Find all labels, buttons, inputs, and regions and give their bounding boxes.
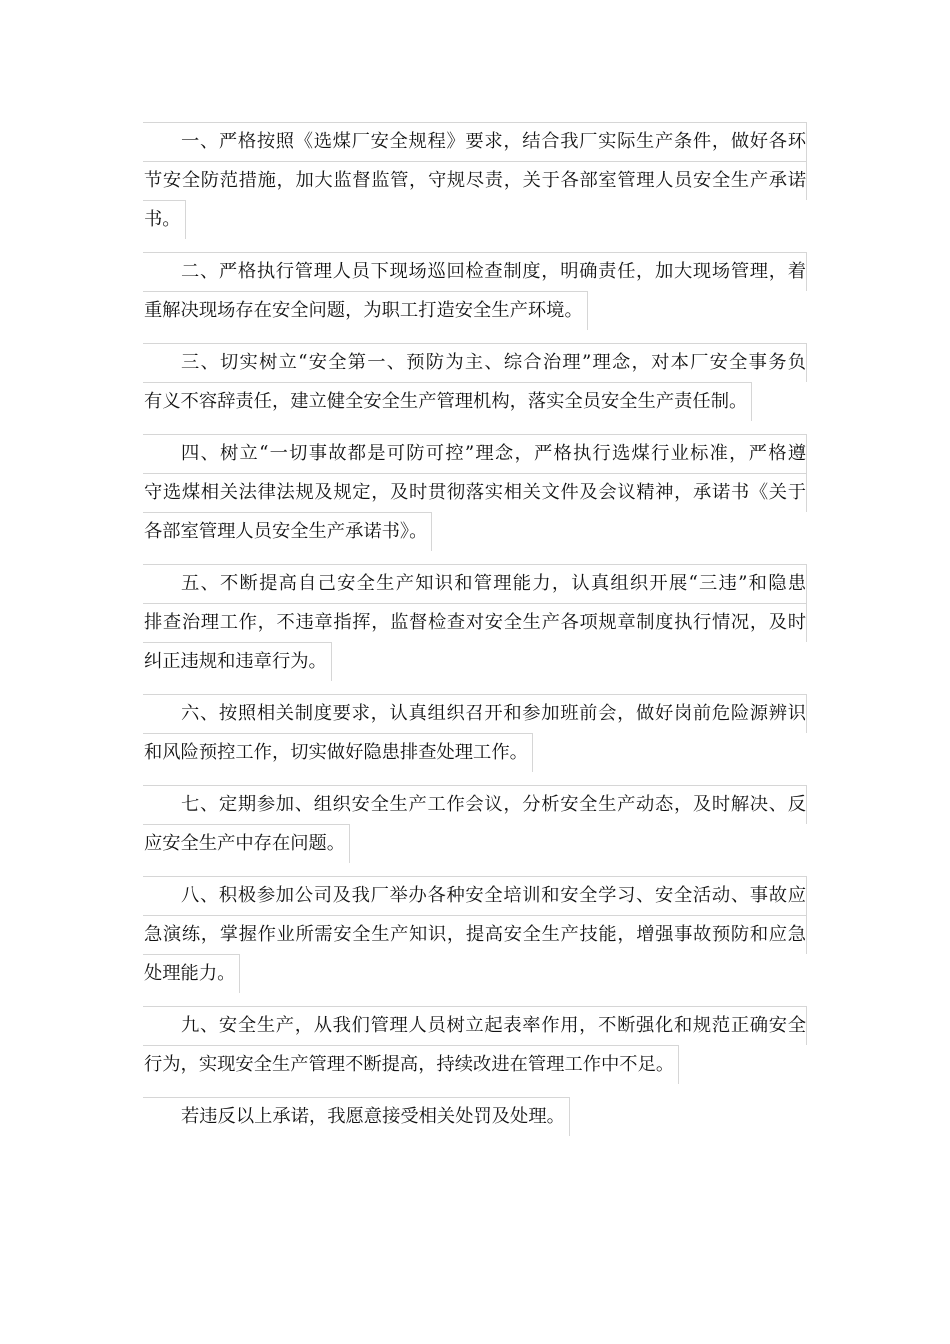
paragraph-line: 三、切实树立“安全第一、预防为主、综合治理”理念，对本厂安全事务负 [143, 343, 807, 382]
paragraph-4 [143, 434, 807, 551]
paragraph-line: 有义不容辞责任，建立健全安全生产管理机构，落实全员安全生产责任制。 [143, 382, 752, 421]
paragraph-5 [143, 564, 807, 681]
paragraph-line: 守选煤相关法律法规及规定，及时贯彻落实相关文件及会议精神，承诺书《关于 [143, 473, 807, 512]
paragraph-line: 节安全防范措施，加大监督监管，守规尽责，关于各部室管理人员安全生产承诺 [143, 161, 807, 200]
paragraph-line: 二、严格执行管理人员下现场巡回检查制度，明确责任，加大现场管理，着 [143, 252, 807, 291]
paragraph-7 [143, 785, 807, 863]
paragraph-line: 九、安全生产，从我们管理人员树立起表率作用，不断强化和规范正确安全 [143, 1006, 807, 1045]
paragraph-9 [143, 1006, 807, 1084]
commitment-text [143, 122, 807, 1149]
paragraph-1 [143, 122, 807, 239]
paragraph-line: 重解决现场存在安全问题，为职工打造安全生产环境。 [143, 291, 588, 330]
paragraph-line: 七、定期参加、组织安全生产工作会议，分析安全生产动态，及时解决、反 [143, 785, 807, 824]
paragraph-line: 一、严格按照《选煤厂安全规程》要求，结合我厂实际生产条件，做好各环 [143, 122, 807, 161]
paragraph-line: 五、不断提高自己安全生产知识和管理能力，认真组织开展“三违”和隐患 [143, 564, 807, 603]
paragraph-line: 八、积极参加公司及我厂举办各种安全培训和安全学习、安全活动、事故应 [143, 876, 807, 915]
paragraph-line: 纠正违规和违章行为。 [143, 642, 332, 681]
paragraph-line: 急演练，掌握作业所需安全生产知识，提高安全生产技能，增强事故预防和应急 [143, 915, 807, 954]
paragraph-6 [143, 694, 807, 772]
paragraph-8 [143, 876, 807, 993]
paragraph-closing [143, 1097, 807, 1136]
paragraph-line: 排查治理工作，不违章指挥，监督检查对安全生产各项规章制度执行情况，及时 [143, 603, 807, 642]
paragraph-line: 应安全生产中存在问题。 [143, 824, 350, 863]
paragraph-line: 各部室管理人员安全生产承诺书》。 [143, 512, 432, 551]
paragraph-line: 行为，实现安全生产管理不断提高，持续改进在管理工作中不足。 [143, 1045, 679, 1084]
paragraph-line: 四、树立“一切事故都是可防可控”理念，严格执行选煤行业标准，严格遵 [143, 434, 807, 473]
paragraph-line: 处理能力。 [143, 954, 240, 993]
paragraph-line: 六、按照相关制度要求，认真组织召开和参加班前会，做好岗前危险源辨识 [143, 694, 807, 733]
paragraph-line: 若违反以上承诺，我愿意接受相关处罚及处理。 [143, 1097, 570, 1136]
paragraph-line: 书。 [143, 200, 186, 239]
paragraph-2 [143, 252, 807, 330]
paragraph-3 [143, 343, 807, 421]
paragraph-line: 和风险预控工作，切实做好隐患排查处理工作。 [143, 733, 533, 772]
